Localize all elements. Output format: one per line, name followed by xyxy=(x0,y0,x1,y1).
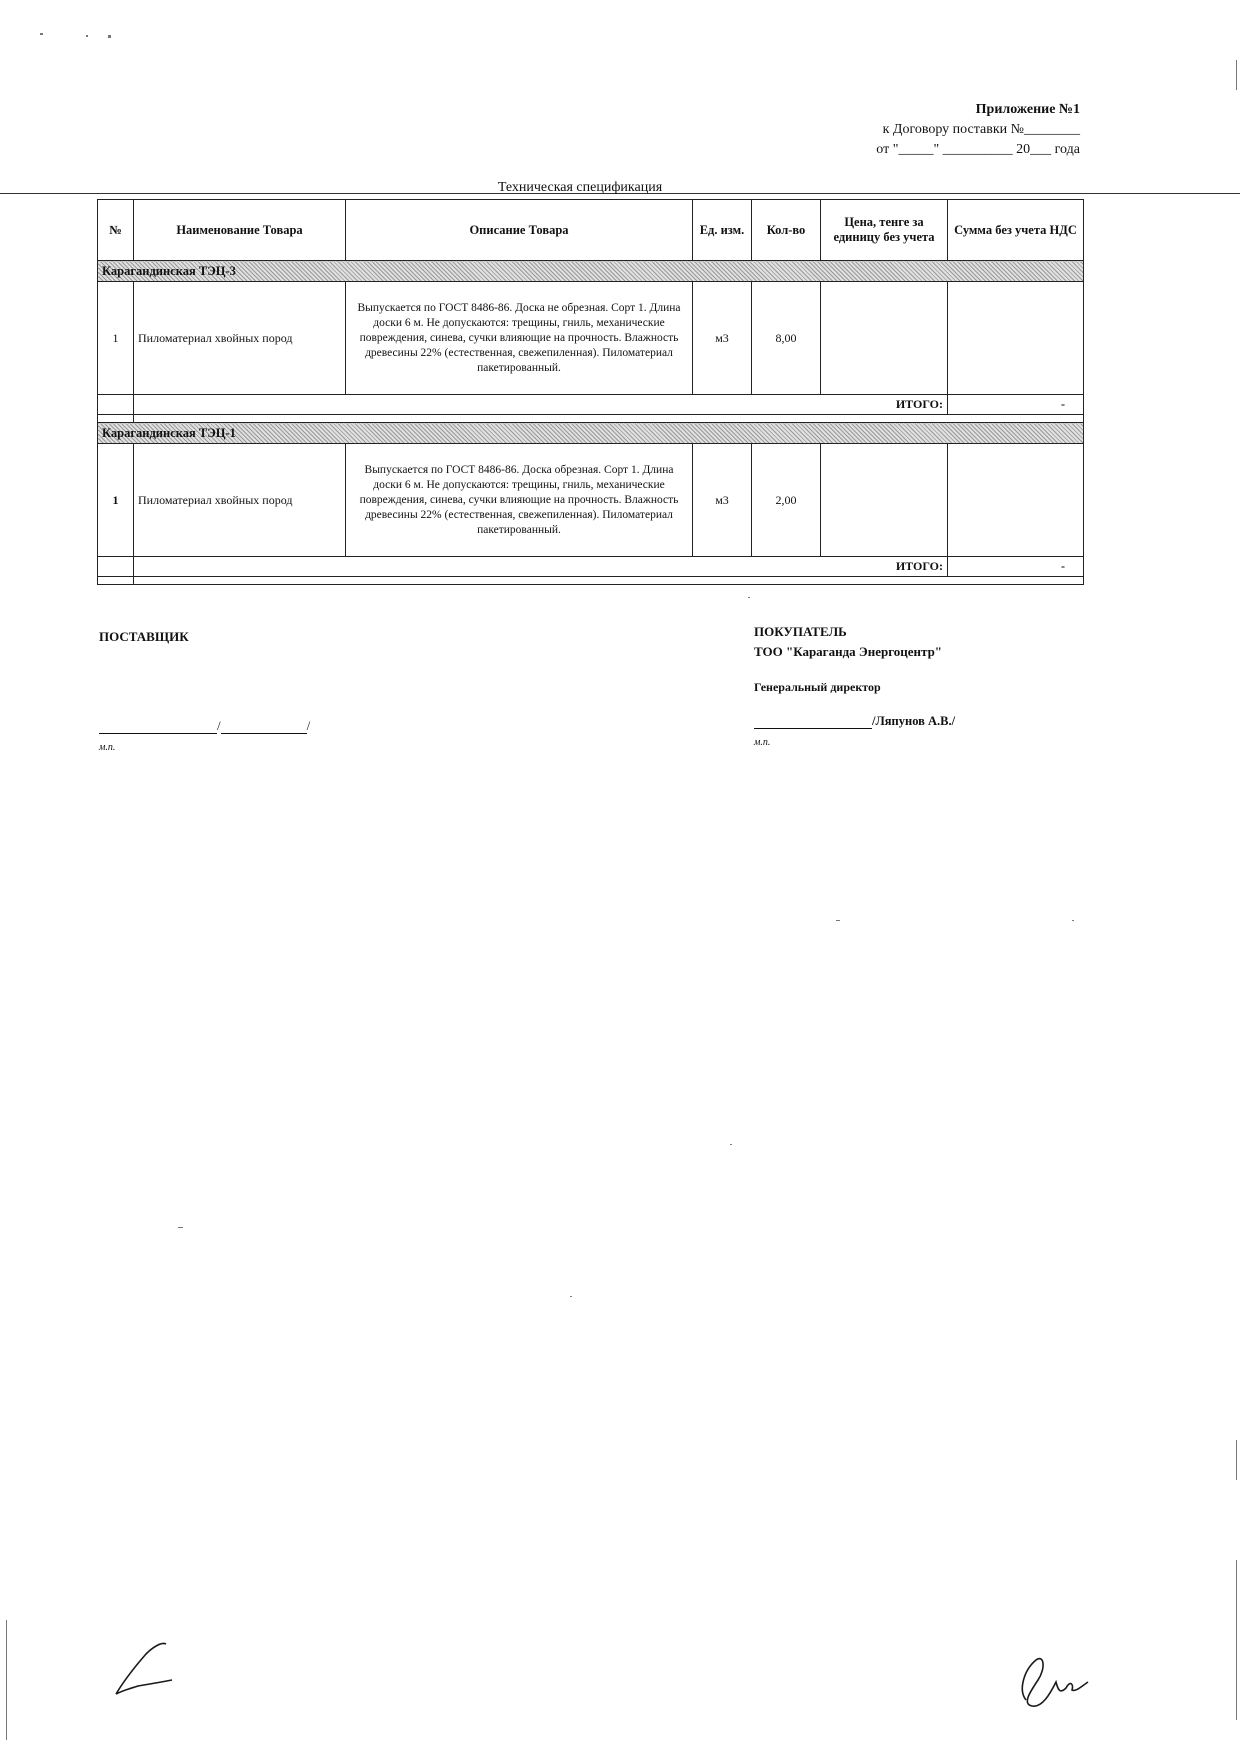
supplier-sign-blank xyxy=(99,719,217,734)
item-sum xyxy=(948,444,1084,557)
col-header-unit: Ед. изм. xyxy=(693,200,752,261)
spacer-cell xyxy=(134,577,1084,585)
specification-table xyxy=(97,199,1084,585)
spacer-cell xyxy=(98,577,134,585)
item-qty: 8,00 xyxy=(752,282,821,395)
spacer-row xyxy=(98,415,1084,423)
section-row xyxy=(98,423,1084,444)
item-desc: Выпускается по ГОСТ 8486-86. Доска обрезная. Сорт 1. Длина доски 6 м. Не допускаются: трещины, гниль, механические повреждения, синева, сучки влияющие на прочность. Влажность древесины 22% (естественная, свежепиленная). Пиломатериал пакетированный. xyxy=(346,444,693,557)
item-sum xyxy=(948,282,1084,395)
scan-speck xyxy=(40,33,43,35)
buyer-company: ТОО "Караганда Энергоцентр" xyxy=(754,644,943,659)
scan-edge-mark xyxy=(1236,1560,1237,1720)
scan-speck xyxy=(836,920,840,921)
spacer-cell xyxy=(134,415,1084,423)
spacer-row xyxy=(98,577,1084,585)
item-qty: 2,00 xyxy=(752,444,821,557)
annex-title: Приложение №1 xyxy=(975,102,1080,117)
annex-contract-line: к Договору поставки №________ xyxy=(882,122,1080,137)
col-header-name: Наименование Товара xyxy=(134,200,346,261)
scan-speck xyxy=(730,1144,732,1145)
supplier-name-blank xyxy=(221,719,307,734)
supplier-initials-signature xyxy=(110,1640,180,1700)
total-value: - xyxy=(948,557,1084,577)
col-header-num: № xyxy=(98,200,134,261)
annex-header xyxy=(876,100,1080,160)
supplier-label: ПОСТАВЩИК xyxy=(99,629,189,644)
supplier-stamp-place: м.п. xyxy=(99,742,116,753)
spec-title: Техническая спецификация xyxy=(497,180,663,195)
supplier-signature-line: / / xyxy=(99,718,310,734)
col-header-sum: Сумма без учета НДС xyxy=(948,200,1084,261)
col-header-price: Цена, тенге за единицу без учета xyxy=(821,200,948,261)
scan-speck xyxy=(178,1227,183,1228)
scan-speck xyxy=(748,597,750,598)
buyer-stamp-place: м.п. xyxy=(754,737,771,748)
buyer-signer: /Ляпунов А.В./ xyxy=(872,714,956,728)
item-name: Пиломатериал хвойных пород xyxy=(134,282,346,395)
buyer-initials-signature xyxy=(1012,1650,1092,1710)
spacer-cell xyxy=(98,415,134,423)
total-value: - xyxy=(948,395,1084,415)
item-desc: Выпускается по ГОСТ 8486-86. Доска не обрезная. Сорт 1. Длина доски 6 м. Не допускаются: трещины, гниль, механические повреждения, синева, сучки влияющие на прочность. Влажность древесины 22% (естественная, свежепиленная). Пиломатериал пакетированный. xyxy=(346,282,693,395)
buyer-block xyxy=(754,622,942,662)
scan-speck xyxy=(108,35,111,38)
col-header-desc: Описание Товара xyxy=(346,200,693,261)
col-header-qty: Кол-во xyxy=(752,200,821,261)
item-unit: м3 xyxy=(693,282,752,395)
item-num: 1 xyxy=(98,282,134,395)
scan-edge-mark xyxy=(1236,1440,1237,1480)
total-label: ИТОГО: xyxy=(134,395,948,415)
table-row xyxy=(98,444,1084,557)
section-row xyxy=(98,261,1084,282)
total-spacer xyxy=(98,557,134,577)
total-label: ИТОГО: xyxy=(134,557,948,577)
item-price xyxy=(821,282,948,395)
scan-speck xyxy=(570,1296,572,1297)
item-name: Пиломатериал хвойных пород xyxy=(134,444,346,557)
total-row xyxy=(98,557,1084,577)
item-num: 1 xyxy=(98,444,134,557)
scan-edge-mark xyxy=(1236,60,1237,90)
buyer-sign-blank xyxy=(754,714,872,729)
item-price xyxy=(821,444,948,557)
total-spacer xyxy=(98,395,134,415)
item-unit: м3 xyxy=(693,444,752,557)
buyer-signature-line xyxy=(754,714,955,729)
scan-edge-mark xyxy=(6,1620,7,1740)
annex-date-line: от "_____" __________ 20___ года xyxy=(876,142,1080,157)
buyer-position: Генеральный директор xyxy=(754,680,881,694)
scan-speck xyxy=(86,35,88,37)
table-row xyxy=(98,282,1084,395)
section-title: Карагандинская ТЭЦ-1 xyxy=(98,423,1084,444)
buyer-label: ПОКУПАТЕЛЬ xyxy=(754,624,847,639)
scan-speck xyxy=(1072,920,1074,921)
total-row xyxy=(98,395,1084,415)
section-title: Карагандинская ТЭЦ-3 xyxy=(98,261,1084,282)
table-header-row xyxy=(98,200,1084,261)
